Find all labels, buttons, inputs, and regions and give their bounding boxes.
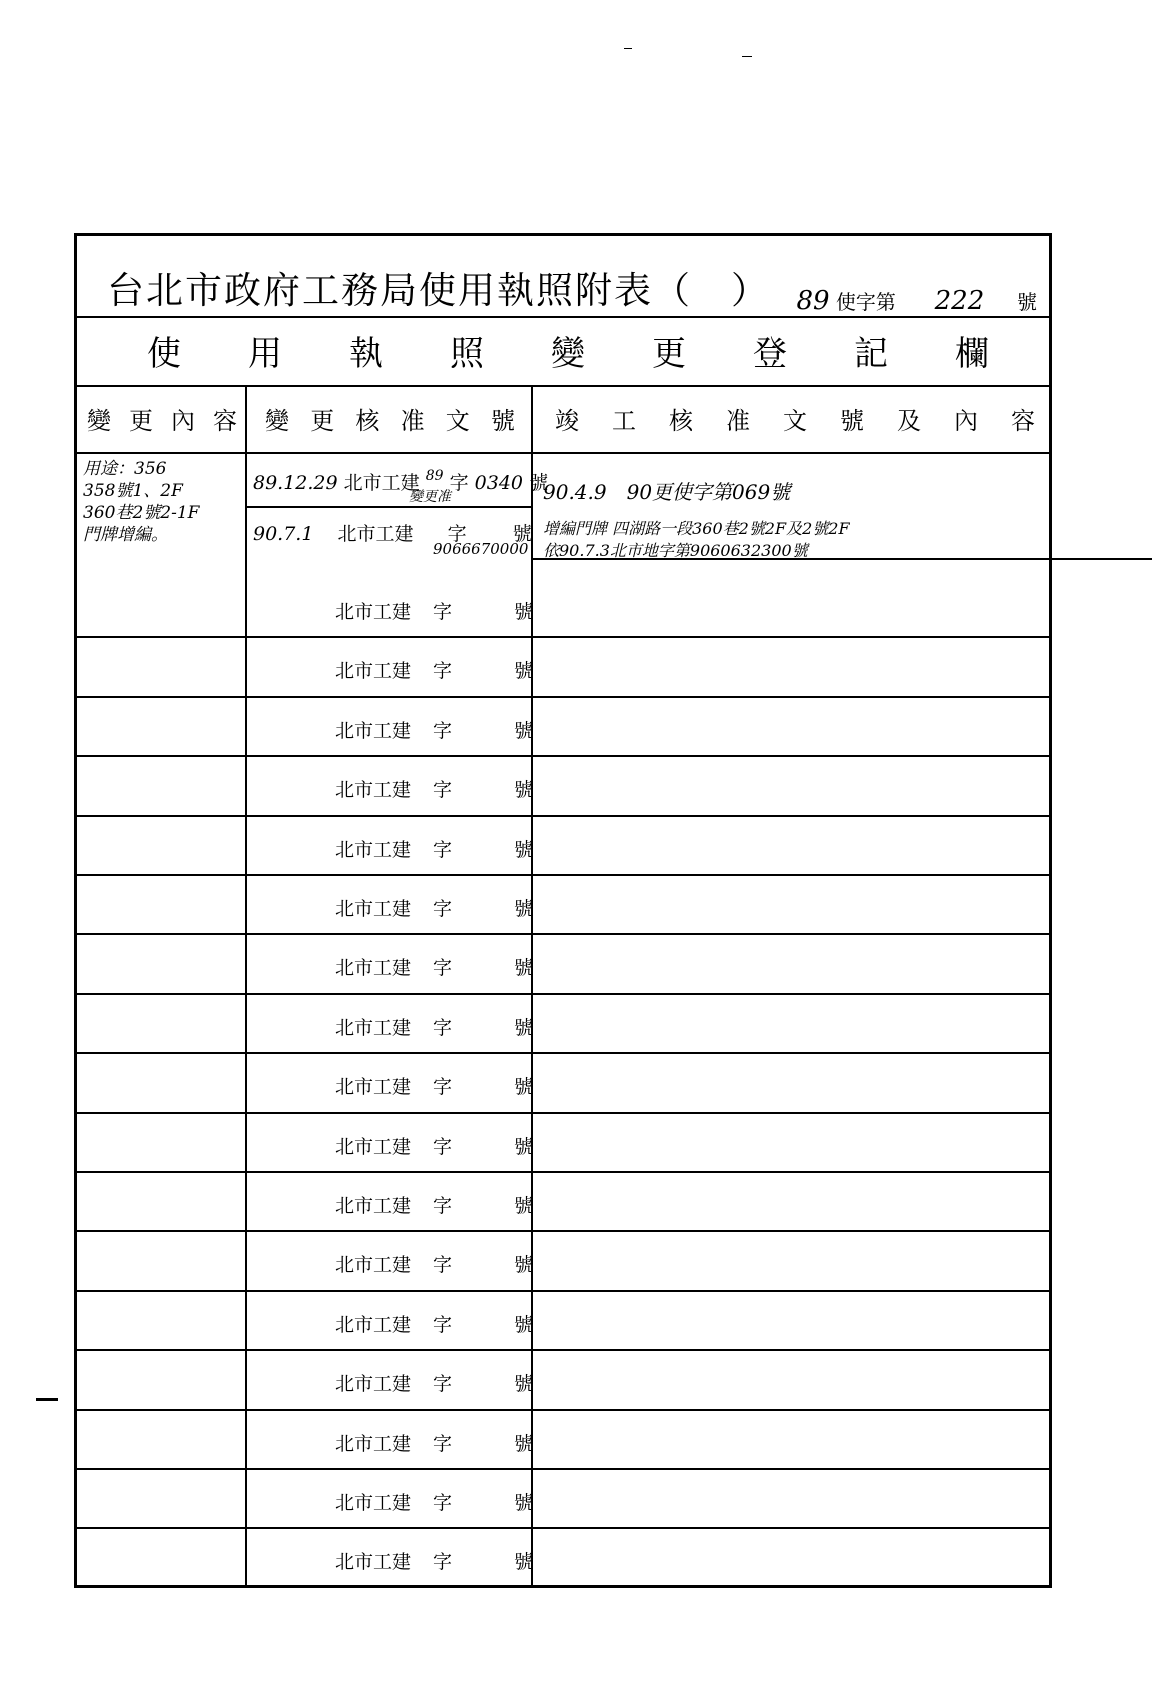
label-prefix: 北市工建	[335, 1195, 412, 1217]
section-char: 使	[147, 334, 181, 374]
form-title: 台北市政府工務局使用執照附表（ ）	[107, 269, 770, 312]
blank-approval-label	[335, 894, 533, 921]
row-rule	[77, 874, 1049, 876]
col-char: 內	[171, 407, 195, 435]
title-row	[77, 236, 1049, 318]
blank-approval-label	[335, 1250, 533, 1277]
blank-approval-label	[335, 1547, 533, 1574]
label-char: 字	[433, 1195, 453, 1217]
section-char: 登	[753, 334, 787, 374]
label-prefix: 北市工建	[335, 1373, 412, 1395]
label-prefix: 北市工建	[335, 957, 412, 979]
blank-approval-label	[335, 1488, 533, 1515]
row-rule	[245, 506, 533, 508]
section-char: 欄	[955, 334, 989, 374]
section-char: 照	[450, 334, 484, 374]
completion-entry-2: 增編門牌 四湖路一段360巷2號2F及2號2F	[543, 519, 850, 538]
column-header-approval	[265, 385, 515, 452]
label-char: 字	[433, 1017, 453, 1039]
approval-entry-1	[253, 468, 548, 495]
label-suffix: 號	[514, 1373, 534, 1395]
label-char: 字	[433, 779, 453, 801]
label-suffix: 號	[514, 1433, 534, 1455]
approval-note: 變更准	[409, 489, 451, 505]
permit-attachment-form	[74, 233, 1052, 1588]
approval-prefix: 北市工建	[343, 472, 420, 494]
row-rule	[77, 933, 1049, 935]
blank-approval-label	[335, 775, 533, 802]
permit-number-handwritten: 222	[934, 286, 985, 316]
section-char: 更	[652, 334, 686, 374]
label-char: 字	[433, 839, 453, 861]
label-suffix: 號	[514, 1551, 534, 1573]
column-header-completion	[555, 385, 1035, 452]
col-char: 內	[954, 407, 978, 435]
row-rule	[77, 755, 1049, 757]
label-prefix: 北市工建	[335, 1551, 412, 1573]
row-rule	[77, 1290, 1049, 1292]
row-rule	[77, 1230, 1049, 1232]
column-header-change	[87, 385, 237, 452]
label-prefix: 北市工建	[335, 1017, 412, 1039]
col-char: 號	[840, 407, 864, 435]
label-char: 字	[433, 660, 453, 682]
section-char: 記	[854, 334, 888, 374]
section-heading-row	[77, 316, 1049, 387]
label-suffix: 號	[514, 660, 534, 682]
col-char: 文	[445, 407, 470, 435]
blank-approval-label	[335, 1369, 533, 1396]
label-char: 字	[433, 1433, 453, 1455]
label-suffix: 號	[514, 720, 534, 742]
permit-suffix: 號	[1017, 290, 1037, 314]
label-prefix: 北市工建	[335, 898, 412, 920]
label-char: 字	[433, 957, 453, 979]
col-char: 核	[355, 407, 380, 435]
label-char: 字	[433, 1076, 453, 1098]
blank-approval-label	[335, 656, 533, 683]
label-char: 字	[433, 1373, 453, 1395]
label-prefix: 北市工建	[335, 1492, 412, 1514]
label-suffix: 號	[514, 1314, 534, 1336]
row-rule	[77, 993, 1049, 995]
section-char: 變	[551, 334, 585, 374]
permit-label: 使字第	[835, 290, 896, 314]
row-rule	[77, 1171, 1049, 1173]
col-char: 竣	[555, 407, 579, 435]
label-char: 字	[433, 601, 453, 623]
row-rule	[77, 636, 1049, 638]
blank-approval-label	[335, 1310, 533, 1337]
label-prefix: 北市工建	[335, 1136, 412, 1158]
col-char: 准	[726, 407, 750, 435]
col-char: 變	[265, 407, 289, 435]
blank-approval-label	[335, 1132, 533, 1159]
col-char: 更	[310, 407, 335, 435]
col-char: 及	[897, 407, 921, 435]
scan-mark	[742, 56, 752, 57]
approval-date: 90.7.1	[253, 523, 314, 545]
label-suffix: 號	[514, 1017, 534, 1039]
row-rule	[77, 815, 1049, 817]
col-char: 文	[783, 407, 807, 435]
row-rule	[77, 1349, 1049, 1351]
row-rule	[77, 1527, 1049, 1529]
section-heading	[77, 316, 1049, 385]
col-char: 工	[612, 407, 636, 435]
row-rule	[77, 1409, 1049, 1411]
label-prefix: 北市工建	[335, 1254, 412, 1276]
col-char: 容	[1011, 407, 1035, 435]
label-char: 字	[433, 1551, 453, 1573]
blank-approval-label	[335, 953, 533, 980]
label-suffix: 號	[514, 601, 534, 623]
section-char: 用	[248, 334, 282, 374]
col-char: 號	[490, 407, 515, 435]
approval-suffix: 號	[529, 472, 549, 494]
change-line: 用途：356	[83, 459, 167, 479]
label-prefix: 北市工建	[335, 1433, 412, 1455]
change-line: 360巷2號2-1F	[83, 503, 200, 523]
label-char: 字	[433, 898, 453, 920]
label-prefix: 北市工建	[335, 720, 412, 742]
row-rule	[77, 1468, 1049, 1470]
row-rule	[77, 696, 1049, 698]
blank-approval-label	[335, 1072, 533, 1099]
label-suffix: 號	[514, 839, 534, 861]
label-prefix: 北市工建	[335, 660, 412, 682]
row-rule	[77, 452, 1049, 454]
col-char: 准	[400, 407, 425, 435]
label-suffix: 號	[514, 957, 534, 979]
approval-char: 字	[449, 472, 469, 494]
blank-approval-label	[335, 1013, 533, 1040]
label-suffix: 號	[514, 1076, 534, 1098]
change-line: 358號1、2F	[83, 481, 183, 501]
col-char: 核	[669, 407, 693, 435]
approval-number-2: 9066670000	[433, 540, 529, 558]
label-prefix: 北市工建	[335, 1076, 412, 1098]
completion-entry-1: 90.4.9 90更使字第069號	[543, 480, 791, 504]
column-divider	[245, 385, 247, 1585]
column-divider	[531, 385, 533, 1585]
label-suffix: 號	[514, 1195, 534, 1217]
approval-suffix: 號	[512, 523, 532, 545]
permit-number	[796, 286, 1037, 316]
label-char: 字	[433, 1136, 453, 1158]
scan-mark	[624, 48, 632, 49]
label-char: 字	[433, 1314, 453, 1336]
row-rule	[77, 1052, 1049, 1054]
blank-approval-label	[335, 597, 533, 624]
blank-approval-label	[335, 835, 533, 862]
label-prefix: 北市工建	[335, 779, 412, 801]
label-char: 字	[433, 720, 453, 742]
label-suffix: 號	[514, 1492, 534, 1514]
label-suffix: 號	[514, 779, 534, 801]
col-char: 容	[213, 407, 237, 435]
approval-char: 字	[447, 523, 467, 545]
label-prefix: 北市工建	[335, 839, 412, 861]
blank-approval-label	[335, 1191, 533, 1218]
change-line: 門牌增編。	[83, 525, 168, 545]
section-char: 執	[349, 334, 383, 374]
approval-date: 89.12.29	[253, 472, 338, 494]
label-prefix: 北市工建	[335, 601, 412, 623]
row-rule	[77, 1112, 1049, 1114]
label-prefix: 北市工建	[335, 1314, 412, 1336]
col-char: 更	[129, 407, 153, 435]
completion-entry-3: 依90.7.3北市地字第9060632300號	[543, 541, 808, 560]
blank-approval-label	[335, 1429, 533, 1456]
label-suffix: 號	[514, 1254, 534, 1276]
change-content-entry	[83, 458, 243, 546]
label-suffix: 號	[514, 1136, 534, 1158]
col-char: 變	[87, 407, 111, 435]
label-char: 字	[433, 1254, 453, 1276]
permit-year-handwritten: 89	[796, 286, 830, 316]
approval-year: 89	[425, 468, 444, 484]
approval-number: 0340	[474, 472, 524, 494]
approval-prefix: 北市工建	[337, 523, 414, 545]
label-char: 字	[433, 1492, 453, 1514]
label-suffix: 號	[514, 898, 534, 920]
scan-mark	[36, 1398, 58, 1401]
blank-approval-label	[335, 716, 533, 743]
